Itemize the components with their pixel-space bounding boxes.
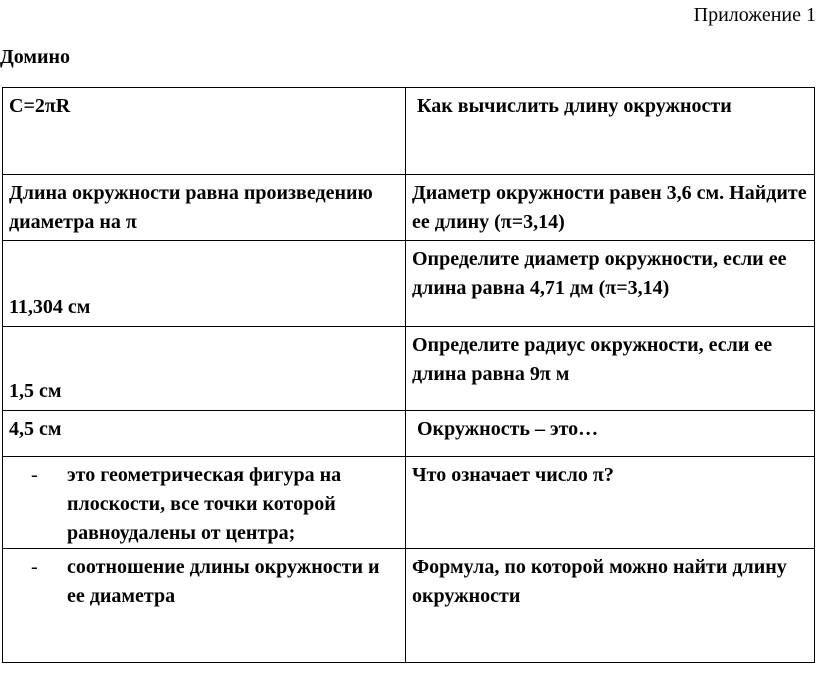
cell-text: соотношение длины окружности и ее диаметра [67,556,380,607]
table-row [3,241,815,327]
table-cell-right [406,88,815,175]
dash-marker: - [31,464,38,486]
table-cell-right [406,241,815,327]
list-item [31,461,399,548]
dash-marker: - [31,556,38,578]
table-row [3,457,815,549]
cell-text: Определите радиус окружности, если ее длина равна 9π м [412,334,773,385]
cell-text: С=2πR [9,95,71,117]
table-row [3,549,815,663]
table-cell-right [406,549,815,663]
table-cell-right [406,175,815,241]
table-cell-right [406,327,815,411]
cell-text: Диаметр окружности равен 3,6 см. Найдите ее длину (π=3,14) [412,182,807,233]
table-cell-left [3,175,406,241]
table-row [3,327,815,411]
domino-table [2,87,815,663]
appendix-label: Приложение 1 [693,4,816,26]
cell-text: это геометрическая фигура на плоскости, все точки которой равноудалены от центра; [67,464,342,544]
table-cell-left [3,241,406,327]
table-cell-left [3,457,406,549]
cell-text: 1,5 см [9,380,62,402]
cell-text: Что означает число π? [412,464,614,486]
table-row [3,411,815,457]
cell-text: Длина окружности равна произведению диаметра на π [9,182,373,233]
cell-text: 11,304 см [9,296,91,318]
table-cell-left [3,88,406,175]
table-row [3,175,815,241]
cell-text: Формула, по которой можно найти длину окружности [412,556,787,607]
list-item [31,553,399,611]
cell-text: 4,5 см [9,418,62,440]
table-cell-left [3,411,406,457]
cell-text: Определите диаметр окружности, если ее длина равна 4,71 дм (π=3,14) [412,248,787,299]
page-title: Домино [0,46,71,68]
cell-text: Как вычислить длину окружности [417,95,732,117]
cell-text: Окружность – это… [417,418,599,440]
table-cell-right [406,457,815,549]
table-cell-right [406,411,815,457]
table-cell-left [3,549,406,663]
table-row [3,88,815,175]
table-cell-left [3,327,406,411]
